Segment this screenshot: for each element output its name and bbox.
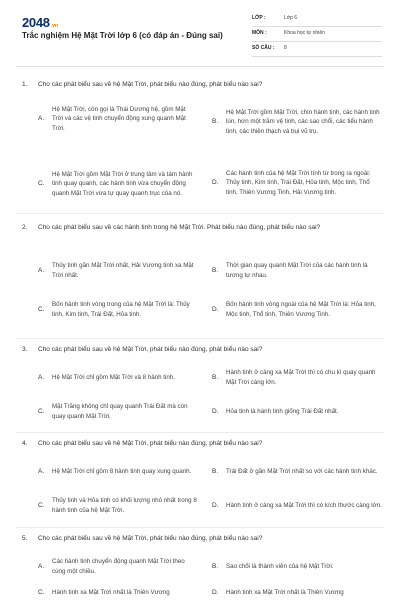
question-number: 4. [22, 440, 28, 447]
option-letter: B. [212, 374, 219, 382]
option-text: Hành tinh xa Mặt Trời nhất là Thiên Vương [52, 589, 170, 597]
meta-value: Lớp 6 [284, 15, 298, 22]
meta-value: Khoa học tự nhiên [284, 30, 325, 37]
option-text: Hỏa tinh là hành tinh giống Trái Đất nhất. [226, 408, 339, 416]
option-text: Hệ Mặt Trời chỉ gồm 8 hành tinh quay xung quanh. [52, 468, 192, 476]
option-a[interactable] [38, 258, 198, 284]
meta-value: 8 [284, 45, 287, 52]
meta-label: LỚP : [252, 15, 266, 22]
meta-row-subject [252, 27, 382, 42]
option-a[interactable] [38, 459, 198, 485]
option-text: Mặt Trăng không chỉ quay quanh Trái Đất mà còn quay quanh Mặt Trời. [52, 403, 188, 420]
option-text: Bốn hành tinh vòng ngoài của hệ Mặt Trời là: Hỏa tinh, Mộc tinh, Thổ tinh, Thiên Vương Tinh. [226, 301, 376, 318]
meta-row-count [252, 42, 382, 57]
option-letter: C. [38, 306, 45, 314]
option-letter: D. [212, 179, 219, 187]
meta-label: SỐ CÂU : [252, 45, 275, 52]
option-d[interactable] [212, 291, 382, 329]
option-a[interactable] [38, 365, 198, 391]
option-text: Trái Đất ở gần Mặt Trời nhất so với các hành tinh khác. [226, 468, 378, 476]
logo-suffix: .vn [50, 23, 58, 29]
question-stem: Cho các phát biểu sau về các hành tinh trong hệ Mặt Trời. Phát biểu nào đúng, phát biểu nào sai? [38, 224, 321, 231]
question-text [22, 439, 382, 448]
question-number: 3. [22, 346, 28, 353]
option-b[interactable] [212, 560, 382, 574]
option-letter: C. [38, 502, 45, 510]
question-stem: Cho các phát biểu sau về hệ Mặt Trời, phát biểu nào đúng, phát biểu nào sai? [38, 440, 263, 447]
question-text [22, 534, 382, 543]
question-text [22, 223, 352, 232]
option-b[interactable] [212, 98, 382, 146]
option-a[interactable] [38, 100, 198, 138]
option-letter: A. [38, 267, 45, 275]
option-letter: D. [212, 306, 219, 314]
option-letter: D. [212, 502, 219, 510]
option-a[interactable] [38, 554, 198, 580]
option-letter: B. [212, 118, 219, 126]
option-text: Thủy tinh và Hỏa tinh có khối lượng nhỏ nhất trong 8 hành tinh của hệ Mặt Trời. [52, 497, 197, 514]
question-number: 2. [22, 224, 28, 231]
option-d[interactable] [212, 586, 382, 600]
question-divider [16, 527, 384, 528]
option-letter: A. [38, 468, 45, 476]
option-text: Các hành tinh của hệ Mặt Trời tính từ trong ra ngoài: Thủy tinh, Kim tinh, Trái Đất, Hỏa tinh, Mộc tinh, Thổ tinh, Thiên Vương Tinh, Hải Vương tinh. [226, 169, 371, 196]
logo-main: 2048 [22, 15, 50, 30]
option-d[interactable] [212, 405, 382, 419]
option-c[interactable] [38, 586, 198, 600]
option-c[interactable] [38, 493, 203, 519]
question-divider [16, 338, 384, 339]
option-text: Sao chổi là thành viên của hệ Mặt Trời. [226, 563, 334, 571]
meta-table [252, 12, 382, 57]
question-text [22, 80, 382, 89]
question-stem: Cho các phát biểu sau về hệ Mặt Trời, phát biểu nào đúng, phát biểu nào sai? [38, 81, 263, 88]
option-text: Hệ Mặt Trời chỉ gồm Mặt Trời và 8 hành tinh. [52, 374, 175, 382]
page-title: Trắc nghiệm Hệ Mặt Trời lớp 6 (có đáp án - Đúng sai) [22, 31, 223, 40]
question-text [22, 345, 382, 354]
option-b[interactable] [212, 258, 382, 284]
question-stem: Cho các phát biểu sau về hệ Mặt Trời, phát biểu nào đúng, phát biểu nào sai? [38, 346, 263, 353]
header-divider [16, 66, 384, 67]
option-text: Hành tinh xa Mặt Trời nhất là Thiên Vương [226, 589, 344, 597]
meta-label: MÔN : [252, 30, 267, 37]
option-letter: A. [38, 374, 45, 382]
option-text: Các hành tinh chuyển động quanh Mặt Trời theo cùng một chiều. [52, 558, 185, 575]
option-text: Thời gian quay quanh Mặt Trời của các hành tinh là tương tự nhau. [226, 262, 368, 279]
question-number: 5. [22, 535, 28, 542]
option-text: Thủy tinh gần Mặt Trời nhất, Hải Vương tinh xa Mặt Trời nhất. [52, 262, 194, 279]
option-letter: C. [38, 180, 45, 188]
option-text: Hành tinh ở càng xa Mặt Trời thì có kích thước càng lớn. [226, 502, 382, 510]
question-divider [16, 213, 384, 214]
option-text: Hệ Mặt Trời gồm Mặt Trời ở trung tâm và tám hành tinh quay quanh, các hành tinh vừa chuyển động quanh Mặt Trời vừa tự quay quanh trục của nó. [52, 170, 193, 197]
option-b[interactable] [212, 365, 382, 391]
option-letter: B. [212, 563, 219, 571]
option-letter: A. [38, 563, 45, 571]
option-d[interactable] [212, 493, 382, 519]
option-letter: C. [38, 589, 45, 597]
header [0, 0, 400, 67]
option-c[interactable] [38, 297, 198, 323]
question-stem: Cho các phát biểu sau về hệ Mặt Trời, phát biểu nào đúng, phát biểu nào sai? [38, 535, 263, 542]
question-divider [16, 432, 384, 433]
question-number: 1. [22, 81, 28, 88]
option-letter: A. [38, 115, 45, 123]
option-c[interactable] [38, 399, 198, 425]
option-text: Hệ Mặt Trời, còn gọi là Thái Dương hệ, gồm Mặt Trời và các vệ tinh chuyển động xung quanh Mặt Trời. [52, 105, 186, 132]
option-text: Bốn hành tinh vòng trong của hệ Mặt Trời là: Thủy tinh, Kim tinh, Trái Đất, Hỏa tinh. [52, 301, 190, 318]
option-c[interactable] [38, 160, 198, 208]
option-letter: D. [212, 589, 219, 597]
option-text: Hệ Mặt Trời gồm Mặt Trời, chín hành tinh, các hành tinh lùn, hơn một trăm vệ tinh, các sao chổi, các tiểu hành tinh, các thiên thạch và bụi vũ trụ. [226, 108, 380, 135]
option-d[interactable] [212, 158, 382, 208]
option-letter: D. [212, 408, 219, 416]
option-letter: C. [38, 408, 45, 416]
option-text: Hành tinh ở càng xa Mặt Trời thì có chu kì quay quanh Mặt Trời càng lớn. [226, 369, 376, 386]
option-b[interactable] [212, 459, 382, 485]
meta-row-class [252, 12, 382, 27]
option-letter: B. [212, 468, 219, 476]
option-letter: B. [212, 267, 219, 275]
